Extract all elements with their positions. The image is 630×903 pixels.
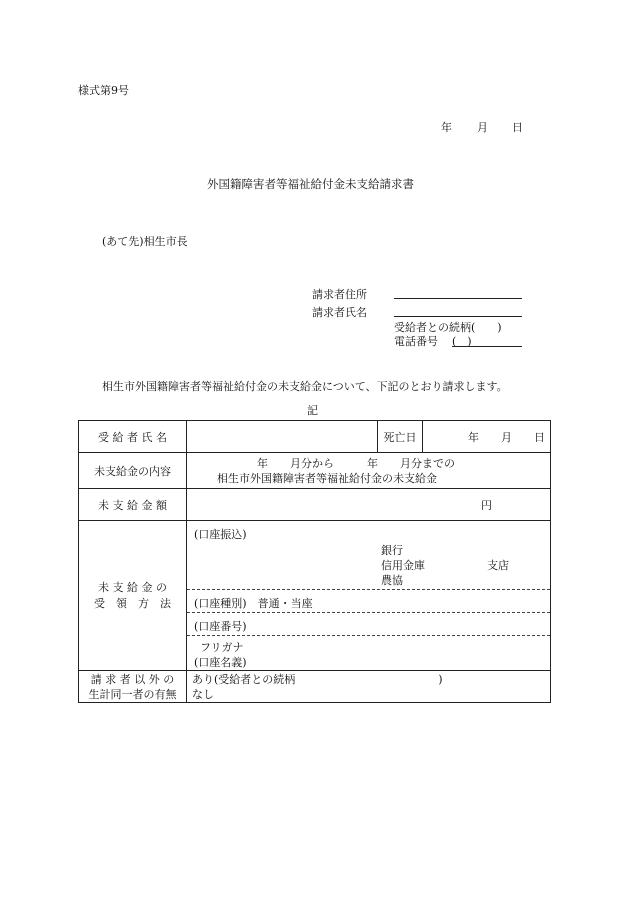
phone-value: ( ) [452,335,472,348]
agri-coop-label: 農協 [381,574,403,587]
account-type-section[interactable] [187,589,550,612]
year-label: 年 [441,121,452,134]
account-name-section[interactable] [187,635,550,670]
method-label-line-2: 受 領 方 法 [94,596,171,610]
account-number-section[interactable] [187,612,550,635]
furigana-label: フリガナ [200,641,244,654]
content-label: 未支給金の内容 [79,453,187,489]
others-no-option[interactable]: なし [192,687,214,701]
method-cell [187,521,551,671]
phone-field[interactable] [452,346,522,347]
account-number-label: (口座番号) [194,620,247,633]
document-title: 外国籍障害者等福祉給付金未支給請求書 [207,177,414,191]
death-date-value[interactable]: 年 月 日 [423,421,551,453]
phone-label: 電話番号 [394,335,438,348]
month-label: 月 [477,121,488,134]
content-row [79,453,551,489]
others-options[interactable] [187,671,551,703]
recipient-row [79,421,551,453]
branch-label: 支店 [487,559,509,572]
method-label [79,521,187,671]
day-label: 日 [512,121,523,134]
account-type-label: (口座種別) 普通・当座 [194,597,313,610]
yen-unit: 円 [481,498,492,512]
death-date-label: 死亡日 [378,421,423,453]
transfer-label: (口座振込) [194,528,247,541]
method-label-line-1: 未 支 給 金 の [98,580,167,594]
intro-text: 相生市外国籍障害者等福祉給付金の未支給金について、下記のとおり請求します。 [102,380,508,393]
others-label-line-1: 請 求 者 以 外 の [90,672,175,686]
addressee: (あて先)相生市長 [102,235,188,248]
claim-table [78,420,551,703]
recipient-name-label: 受 給 者 氏 名 [79,421,187,453]
form-number: 様式第9号 [78,84,129,97]
relation-label: 受給者との続柄( ) [394,321,502,334]
amount-label: 未 支 給 金 額 [79,489,187,521]
ki-label: 記 [307,404,318,417]
amount-row [79,489,551,521]
content-value[interactable] [187,453,551,489]
transfer-section[interactable] [187,521,550,589]
credit-union-label: 信用金庫 [381,559,425,572]
claimant-name-field[interactable] [394,316,522,317]
recipient-name-field[interactable] [187,421,378,453]
others-label [79,671,187,703]
claimant-address-label: 請求者住所 [312,288,367,301]
method-row [79,521,551,671]
amount-field[interactable] [187,489,551,521]
content-line-1: 年 月分から 年 月分までの [257,456,455,470]
account-name-label: (口座名義) [194,656,247,669]
content-line-2: 相生市外国籍障害者等福祉給付金の未支給金 [217,471,437,485]
others-label-line-2: 生計同一者の有無 [88,687,177,701]
others-yes-option[interactable]: あり(受給者との続柄 ) [192,672,443,686]
bank-label: 銀行 [381,544,403,557]
others-row [79,671,551,703]
claimant-address-field[interactable] [394,298,522,299]
claimant-name-label: 請求者氏名 [312,306,367,319]
